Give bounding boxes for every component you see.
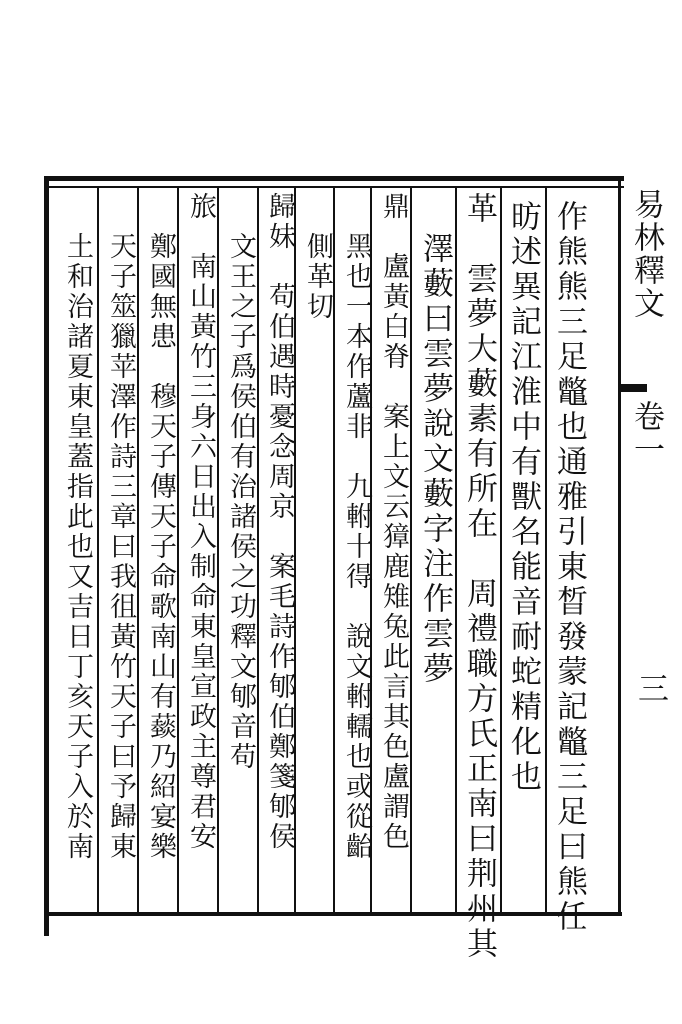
text-column-7: 側革切: [302, 232, 333, 322]
column-divider: [410, 188, 412, 912]
column-divider: [137, 188, 139, 912]
text-column-12: 天子筮獵苹澤作詩三章曰我徂黃竹天子曰予歸東: [105, 232, 136, 862]
column-divider: [177, 188, 179, 912]
text-column-6: 黑也一本作蘆非 九軵十得 說文軵轜也或從齝: [341, 232, 372, 862]
text-column-4: 澤藪曰雲夢說文藪字注作雲夢: [417, 232, 453, 687]
column-divider: [217, 188, 219, 912]
text-column-3: 革 雲夢大藪素有所在 周禮職方氏正南曰荆州其: [461, 192, 497, 962]
page-mark: 三: [632, 672, 668, 705]
left-border-rule: [44, 176, 49, 936]
text-column-11: 鄭國無患 穆天子傳天子命歌南山有䕭乃紹宴樂: [145, 232, 176, 862]
bottom-border-rule: [44, 912, 622, 916]
book-title: 易林釋文: [628, 188, 664, 320]
top-border-rule: [44, 176, 624, 181]
right-border-rule: [618, 176, 621, 916]
column-divider: [257, 188, 259, 912]
text-column-5: 鼎 盧黃白脊 案上文云獐鹿雉兔此言其色盧謂色: [378, 192, 409, 852]
volume-label: 卷一: [628, 400, 664, 466]
text-column-8: 歸妹 苟伯遇時憂念周京 案毛詩作郇伯鄭箋郇侯: [264, 192, 295, 852]
column-divider: [97, 188, 99, 912]
column-divider: [545, 188, 547, 912]
column-divider: [455, 188, 457, 912]
column-divider: [500, 188, 502, 912]
text-column-2: 昉述異記江淮中有獸名能音耐蛇精化也: [505, 200, 541, 795]
text-column-1: 作熊熊三足鼈也通雅引東晳發蒙記鼈三足曰熊任: [551, 200, 587, 935]
fishtail-mark: [621, 384, 647, 392]
text-column-9: 文王之子爲侯伯有治諸侯之功釋文郇音苟: [225, 232, 256, 772]
text-column-13: 土和治諸夏東皇蓋指此也又吉日丁亥天子入於南: [62, 232, 93, 862]
text-column-10: 旅 南山黃竹三身六日出入制命東皇宣政主尊君安: [185, 192, 216, 852]
